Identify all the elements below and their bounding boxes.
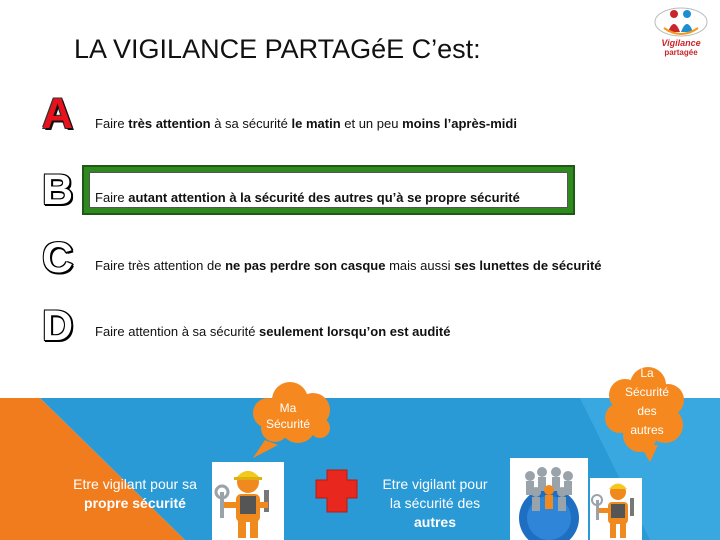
option-letter-d: D — [42, 302, 74, 350]
logo-text-line1: Vigilance — [661, 38, 701, 48]
option-d-text[interactable]: Faire attention à sa sécurité seulement lorsqu’on est audité — [95, 324, 451, 339]
bubble-right-text: La Sécurité des autres — [624, 366, 670, 437]
option-c-text[interactable]: Faire très attention de ne pas perdre son casque mais aussi ses lunettes de sécurité — [95, 258, 602, 273]
option-letter-a: A — [42, 90, 74, 138]
option-b-text[interactable]: Faire autant attention à la sécurité des autres qu’à se propre sécurité — [95, 190, 520, 205]
caption-left: Etre vigilant pour sa propre sécurité — [73, 476, 197, 511]
caption-right: Etre vigilant pour la sécurité des autres — [382, 476, 488, 530]
logo-text-line2: partagée — [664, 48, 698, 57]
option-letter-c: C — [42, 234, 74, 282]
person-with-tools-icon — [212, 462, 284, 540]
option-letter-b: B — [42, 166, 74, 214]
person-with-tools-icon — [590, 478, 642, 540]
slide-title: LA VIGILANCE PARTAGéE C’est: — [74, 34, 481, 64]
group-on-gear-icon — [510, 458, 588, 540]
bubble-left-text: Ma Sécurité — [265, 401, 311, 431]
option-a-text[interactable]: Faire très attention à sa sécurité le matin et un peu moins l’après-midi — [95, 116, 517, 131]
